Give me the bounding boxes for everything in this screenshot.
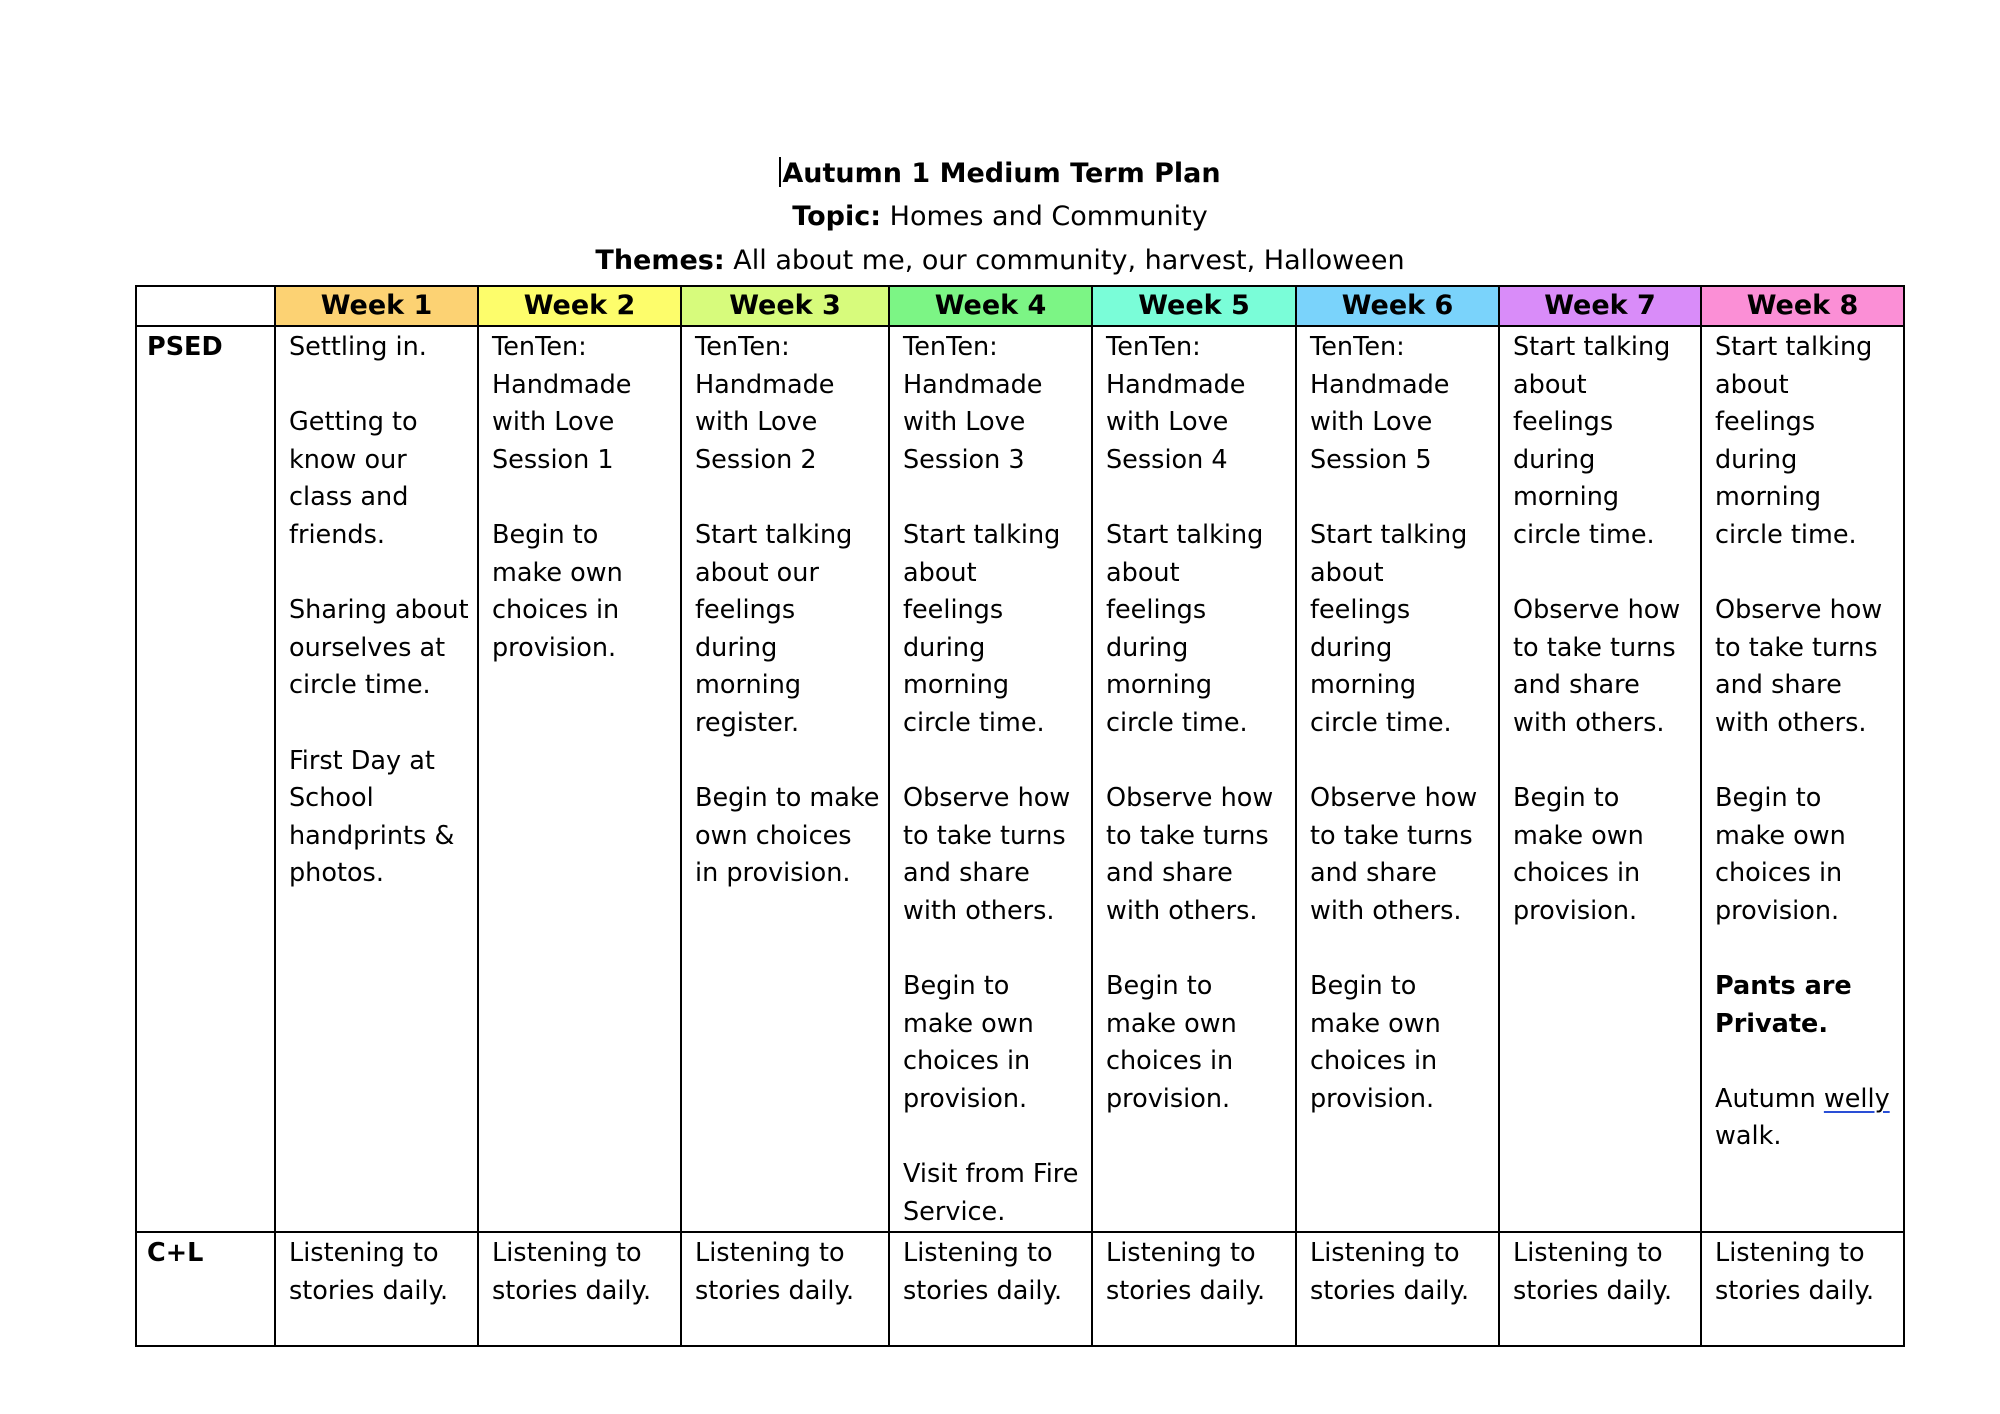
cell-paragraph: Start talking about feelings during morning circle time. <box>1513 332 1671 550</box>
cell-paragraph: Start talking about feelings during morning circle time. <box>1715 332 1873 550</box>
table-cell <box>1499 326 1701 1232</box>
table-cell <box>1296 1232 1499 1346</box>
table-cell <box>478 326 681 1232</box>
cell-paragraph: TenTen: Handmade with Love Session 3 <box>903 332 1043 475</box>
cell-paragraph: Listening to stories daily. <box>1106 1238 1266 1306</box>
table-cell <box>1499 1232 1701 1346</box>
week-header-7: Week 7 <box>1499 286 1701 326</box>
table-row <box>136 1232 1904 1346</box>
cell-paragraph: Observe how to take turns and share with others. <box>903 783 1071 926</box>
paragraph-text: walk. <box>1715 1121 1782 1152</box>
week-header-row <box>136 286 1904 326</box>
topic-line <box>0 197 2000 237</box>
table-cell <box>478 1232 681 1346</box>
paragraph-text: Autumn <box>1715 1083 1824 1114</box>
week-header-1: Week 1 <box>275 286 478 326</box>
cell-paragraph: Begin to make own choices in provision. <box>492 519 623 663</box>
cell-paragraph: Start talking about our feelings during morning register. <box>695 519 853 738</box>
week-header-8: Week 8 <box>1701 286 1904 326</box>
cell-paragraph: Listening to stories daily. <box>289 1238 449 1306</box>
document-title <box>0 154 2000 194</box>
cell-paragraph: TenTen: Handmade with Love Session 4 <box>1106 332 1246 475</box>
cell-paragraph: TenTen: Handmade with Love Session 2 <box>695 332 835 475</box>
cell-paragraph: Observe how to take turns and share with others. <box>1513 595 1681 738</box>
table-cell <box>1092 326 1296 1232</box>
table-cell <box>889 326 1092 1232</box>
week-header-6: Week 6 <box>1296 286 1499 326</box>
table-cell <box>889 1232 1092 1346</box>
medium-term-plan-table <box>135 285 1905 1347</box>
cell-paragraph: Begin to make own choices in provision. <box>1106 971 1237 1114</box>
cell-paragraph: Begin to make own choices in provision. <box>1310 971 1441 1114</box>
cell-paragraph: Visit from Fire Service. <box>903 1159 1079 1227</box>
plan-body <box>136 326 1904 1346</box>
cell-paragraph: Listening to stories daily. <box>903 1238 1063 1306</box>
cell-paragraph: TenTen: Handmade with Love Session 5 <box>1310 332 1450 475</box>
cell-paragraph: TenTen: Handmade with Love Session 1 <box>492 332 632 475</box>
cell-paragraph: Start talking about feelings during morning circle time. <box>1106 519 1264 738</box>
cell-paragraph: Listening to stories daily. <box>492 1238 652 1306</box>
week-header-4: Week 4 <box>889 286 1092 326</box>
week-header-5: Week 5 <box>1092 286 1296 326</box>
spellcheck-flagged-word: welly <box>1823 1083 1890 1114</box>
cell-paragraph <box>1715 1081 1895 1156</box>
cell-paragraph: Pants are Private. <box>1715 971 1852 1039</box>
cell-paragraph: Sharing about ourselves at circle time. <box>289 595 469 701</box>
themes-line <box>0 241 2000 281</box>
table-row <box>136 326 1904 1232</box>
cell-paragraph: Observe how to take turns and share with others. <box>1310 783 1478 926</box>
row-label: C+L <box>136 1232 275 1346</box>
table-cell <box>275 1232 478 1346</box>
cell-paragraph: Start talking about feelings during morning circle time. <box>1310 519 1468 738</box>
row-label: PSED <box>136 326 275 1232</box>
cell-paragraph: Listening to stories daily. <box>1513 1238 1673 1306</box>
cell-paragraph: Getting to know our class and friends. <box>289 407 418 550</box>
week-header-2: Week 2 <box>478 286 681 326</box>
table-cell <box>1701 326 1904 1232</box>
cell-paragraph: Begin to make own choices in provision. <box>1715 783 1846 926</box>
topic-label: Topic: <box>792 201 882 232</box>
week-header-3: Week 3 <box>681 286 889 326</box>
table-cell <box>1296 326 1499 1232</box>
cell-paragraph: Listening to stories daily. <box>1715 1238 1875 1306</box>
cell-paragraph: Settling in. <box>289 332 427 362</box>
topic-value: Homes and Community <box>889 201 1208 232</box>
cell-paragraph: First Day at School handprints & photos. <box>289 745 455 889</box>
table-cell <box>681 326 889 1232</box>
table-cell <box>681 1232 889 1346</box>
themes-label: Themes: <box>595 245 725 276</box>
document-title-text: Autumn 1 Medium Term Plan <box>782 158 1221 189</box>
themes-value: All about me, our community, harvest, Halloween <box>733 245 1405 276</box>
corner-cell <box>136 286 275 326</box>
table-cell <box>275 326 478 1232</box>
cell-paragraph: Begin to make own choices in provision. <box>1513 783 1644 926</box>
table-cell <box>1092 1232 1296 1346</box>
table-cell <box>1701 1232 1904 1346</box>
cell-paragraph: Begin to make own choices in provision. <box>903 971 1034 1114</box>
cell-paragraph: Listening to stories daily. <box>1310 1238 1470 1306</box>
cell-paragraph: Begin to make own choices in provision. <box>695 783 880 889</box>
cell-paragraph: Start talking about feelings during morning circle time. <box>903 519 1061 738</box>
cell-paragraph: Listening to stories daily. <box>695 1238 855 1306</box>
cell-paragraph: Observe how to take turns and share with others. <box>1715 595 1883 738</box>
cell-paragraph: Observe how to take turns and share with others. <box>1106 783 1274 926</box>
